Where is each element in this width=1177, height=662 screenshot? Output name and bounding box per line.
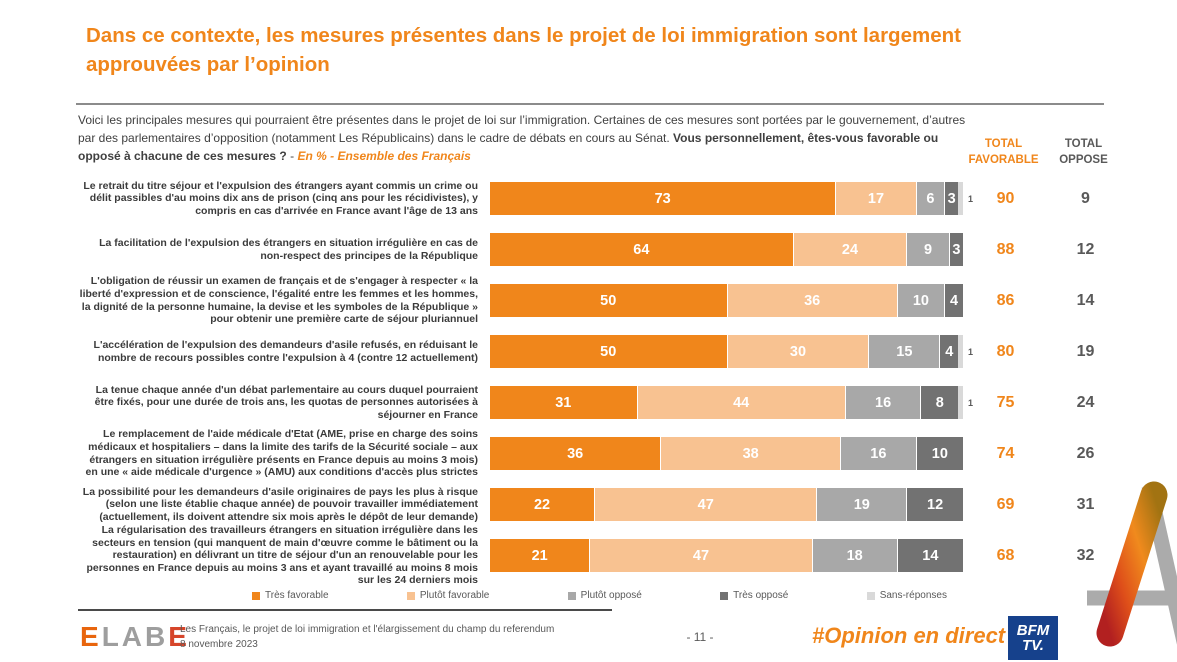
bar-segment-plutot-oppose [916, 182, 944, 215]
intro-annotation: En % - Ensemble des Français [297, 149, 471, 163]
stacked-bar [490, 488, 963, 521]
chart-row [0, 275, 1177, 326]
bar-segment-tres-oppose [944, 284, 963, 317]
total-favorable-value: 68 [996, 546, 1015, 564]
footer-divider [78, 609, 612, 611]
bar-segment-plutot-favorable [793, 233, 907, 266]
total-oppose-value: 26 [1076, 444, 1095, 462]
segment-value: 10 [912, 292, 929, 309]
intro-paragraph [78, 111, 978, 165]
segment-value: 31 [555, 394, 572, 411]
page-number: - 11 - [686, 630, 714, 644]
stacked-bar [490, 539, 963, 572]
bar-segment-tres-oppose [944, 182, 958, 215]
bar-segment-tres-favorable [490, 437, 660, 470]
total-favorable-value: 69 [996, 495, 1015, 513]
logo-letter: A [121, 621, 146, 652]
intro-question: Vous personnellement, êtes-vous favorable ou opposé à chacune de ces mesures ? [78, 131, 939, 163]
segment-value: 14 [922, 547, 939, 564]
chart-row [0, 524, 1177, 587]
segment-value: 36 [567, 445, 584, 462]
measure-label: L'accélération de l'expulsion des demandeurs d'asile refusés, en réduisant le nombre de recours possibles contre l'expulsion à 4 (contre 12 actuellement) [93, 338, 478, 364]
bar-segment-plutot-favorable [589, 539, 811, 572]
bar-segment-tres-oppose [916, 437, 963, 470]
segment-value: 16 [870, 445, 887, 462]
legend-item [867, 590, 947, 601]
legend-item [407, 590, 490, 601]
legend-swatch [252, 592, 260, 600]
legend-label: Plutôt favorable [419, 590, 490, 601]
bar-segment-tres-oppose [906, 488, 963, 521]
segment-value: 50 [600, 343, 617, 360]
intro-regular: Voici les principales mesures qui pourraient être présentes dans le projet de loi sur l’immigration. Certaines de ces mesures sont portées par le gouvernement, d’autres par des parlementaires d’opposition (notamment Les Républicains) dans le cadre de débats en cours au Sénat. [78, 113, 966, 145]
bar-segment-tres-favorable [490, 284, 727, 317]
segment-value: 38 [742, 445, 759, 462]
bar-segment-plutot-oppose [840, 437, 916, 470]
segment-value: 64 [633, 241, 650, 258]
stacked-bar [490, 437, 963, 470]
segment-value: 18 [846, 547, 863, 564]
segment-value: 10 [931, 445, 948, 462]
segment-value: 8 [935, 394, 944, 411]
segment-value: 16 [875, 394, 892, 411]
chart-row [0, 173, 1177, 224]
measure-label: L'obligation de réussir un examen de français et de s'engager à respecter « la liberté d'expression et de conscience, l'égalité entre les femmes et les hommes, la dignité de la personne humaine, la devise et les symboles de la République » pour obtenir une première carte de séjour pluriannuel [79, 275, 478, 326]
segment-value: 9 [923, 241, 933, 258]
segment-value-outside: 1 [967, 346, 973, 357]
bar-segment-plutot-favorable [637, 386, 845, 419]
bar-segment-tres-favorable [490, 182, 835, 215]
intro-separator: - [286, 149, 298, 163]
header-divider [76, 103, 1104, 105]
total-favorable-value: 75 [996, 393, 1015, 411]
segment-value: 73 [654, 190, 671, 207]
total-favorable-value: 74 [996, 444, 1015, 462]
chart-row [0, 479, 1177, 530]
total-favorable-value: 90 [996, 189, 1015, 207]
bar-segment-plutot-oppose [868, 335, 939, 368]
bar-segment-plutot-oppose [812, 539, 897, 572]
total-oppose-value: 12 [1076, 240, 1095, 258]
total-oppose-value: 32 [1076, 546, 1095, 564]
segment-value: 15 [896, 343, 913, 360]
logo-letter: E [168, 621, 190, 652]
measure-label: Le remplacement de l'aide médicale d'Etat (AME, prise en charge des soins médicaux et hospitaliers – dans la limite des tarifs de la Sécurité sociale – aux étrangers en situation irrégulière présents en France depuis au moins 3 mois) en une « aide médicale d'urgence » (AMU) aux conditions d'accès plus strictes [85, 428, 478, 479]
segment-value: 3 [947, 190, 956, 207]
measure-label: Le retrait du titre séjour et l'expulsion des étrangers ayant commis un crime ou délit passibles d'au moins dix ans de prison (cinq ans pour les récidivistes), y compris en cas d'arrivée en France avant l'âge de 13 ans [83, 179, 478, 217]
legend-item [568, 590, 642, 601]
legend-label: Plutôt opposé [580, 590, 642, 601]
bar-segment-plutot-favorable [660, 437, 840, 470]
segment-value: 44 [733, 394, 750, 411]
source-date: 8 novembre 2023 [180, 638, 258, 650]
bar-segment-plutot-oppose [845, 386, 921, 419]
bar-segment-sans-reponses [958, 182, 963, 215]
total-oppose-value: 14 [1076, 291, 1095, 309]
logo-letter: L [101, 621, 122, 652]
segment-value-outside: 1 [967, 193, 973, 204]
bar-segment-tres-favorable [490, 335, 727, 368]
legend-swatch [407, 592, 415, 600]
segment-value: 47 [692, 547, 710, 564]
stacked-bar [490, 386, 973, 419]
legend-label: Très opposé [733, 590, 789, 601]
segment-value: 4 [945, 343, 954, 360]
total-oppose-value: 31 [1076, 495, 1095, 513]
bar-segment-plutot-favorable [835, 182, 915, 215]
bar-segment-plutot-favorable [727, 335, 869, 368]
bar-segment-tres-favorable [490, 386, 637, 419]
total-favorable-value: 80 [996, 342, 1015, 360]
legend-swatch [720, 592, 728, 600]
bfmtv-logo [1008, 616, 1058, 660]
column-header-total-oppose: TOTAL OPPOSE [1059, 138, 1108, 166]
bar-segment-tres-oppose [920, 386, 958, 419]
stacked-bar [490, 335, 973, 368]
chart-row [0, 326, 1177, 377]
measure-label: La possibilité pour les demandeurs d'asile originaires de pays les plus à risque (selon une liste établie chaque année) de pouvoir travailler immédiatement (actuellement, ils doivent attendre six mois après le dépôt de leur demande) [82, 485, 478, 523]
legend-swatch [867, 592, 875, 600]
bar-segment-tres-favorable [490, 488, 594, 521]
segment-value: 17 [867, 190, 885, 207]
bar-segment-plutot-oppose [897, 284, 944, 317]
bar-segment-tres-oppose [949, 233, 963, 266]
segment-value: 24 [841, 241, 859, 258]
total-oppose-value: 19 [1076, 342, 1095, 360]
bar-segment-sans-reponses [958, 386, 963, 419]
stacked-bar [490, 284, 963, 317]
bar-segment-tres-oppose [939, 335, 958, 368]
segment-value: 19 [853, 496, 870, 513]
bar-segment-plutot-oppose [906, 233, 949, 266]
stacked-bar [490, 182, 973, 215]
segment-value: 4 [949, 292, 959, 309]
measure-label: La facilitation de l'expulsion des étrangers en situation irrégulière en cas de non-respect des principes de la République [99, 236, 478, 262]
hashtag-opinion-en-direct: #Opinion en direct [812, 623, 1006, 648]
legend-swatch [568, 592, 576, 600]
segment-value: 6 [926, 190, 935, 207]
total-oppose-value: 24 [1076, 393, 1095, 411]
legend-label: Très favorable [265, 590, 329, 601]
bar-segment-sans-reponses [958, 335, 963, 368]
stacked-bar [490, 233, 963, 266]
legend-item [252, 590, 329, 601]
bar-segment-tres-oppose [897, 539, 963, 572]
bar-segment-tres-favorable [490, 233, 793, 266]
source-note [180, 623, 554, 652]
segment-value: 50 [600, 292, 617, 309]
segment-value: 3 [952, 241, 961, 258]
segment-value: 47 [697, 496, 714, 513]
chart-legend [252, 590, 947, 601]
bfm-logo-text: TV. [1022, 637, 1044, 654]
bfm-logo-text: BFM [1016, 622, 1050, 639]
bar-segment-plutot-favorable [594, 488, 816, 521]
segment-value: 30 [789, 343, 807, 360]
column-header-total-favorable: TOTAL FAVORABLE [968, 138, 1039, 166]
page-title: Dans ce contexte, les mesures présentes dans le projet de loi immigration sont largement approuvées par l’opinion [86, 24, 961, 76]
legend-label: Sans-réponses [879, 590, 947, 601]
bar-segment-plutot-favorable [727, 284, 897, 317]
bar-segment-tres-favorable [490, 539, 589, 572]
chart-row [0, 377, 1177, 428]
bar-segment-plutot-oppose [816, 488, 906, 521]
segment-value: 12 [927, 496, 944, 513]
total-favorable-value: 86 [996, 291, 1015, 309]
chart-rows [0, 173, 1177, 587]
measure-label: La régularisation des travailleurs étrangers en situation irrégulière dans les secteurs en tension (qui manquent de main d'œuvre comme le bâtiment ou la restauration) en délivrant un titre de séjour d'un an renouvelable pour les personnes en France depuis au moins 3 ans et ayant travaillé au moins 8 mois sur les 24 derniers mois [86, 524, 478, 587]
chart-row [0, 428, 1177, 479]
measure-label: La tenue chaque année d'un débat parlementaire au cours duquel pourraient être fixés, pour une durée de trois ans, les quotas de personnes autorisées à séjourner en France [94, 383, 478, 421]
logo-letter: B [145, 621, 169, 652]
segment-value-outside: 1 [967, 397, 973, 408]
elabe-logo [80, 621, 190, 653]
total-oppose-value: 9 [1081, 189, 1090, 207]
chart-row [0, 224, 1177, 275]
logo-letter: E [80, 621, 102, 652]
segment-value: 36 [804, 292, 821, 309]
elabe-a-watermark [1087, 476, 1177, 662]
source-line: Les Français, le projet de loi immigration et l'élargissement du champ du referendum [180, 624, 555, 635]
segment-value: 22 [533, 496, 551, 513]
segment-value: 21 [531, 547, 548, 564]
legend-item [720, 590, 788, 601]
total-favorable-value: 88 [996, 240, 1015, 258]
